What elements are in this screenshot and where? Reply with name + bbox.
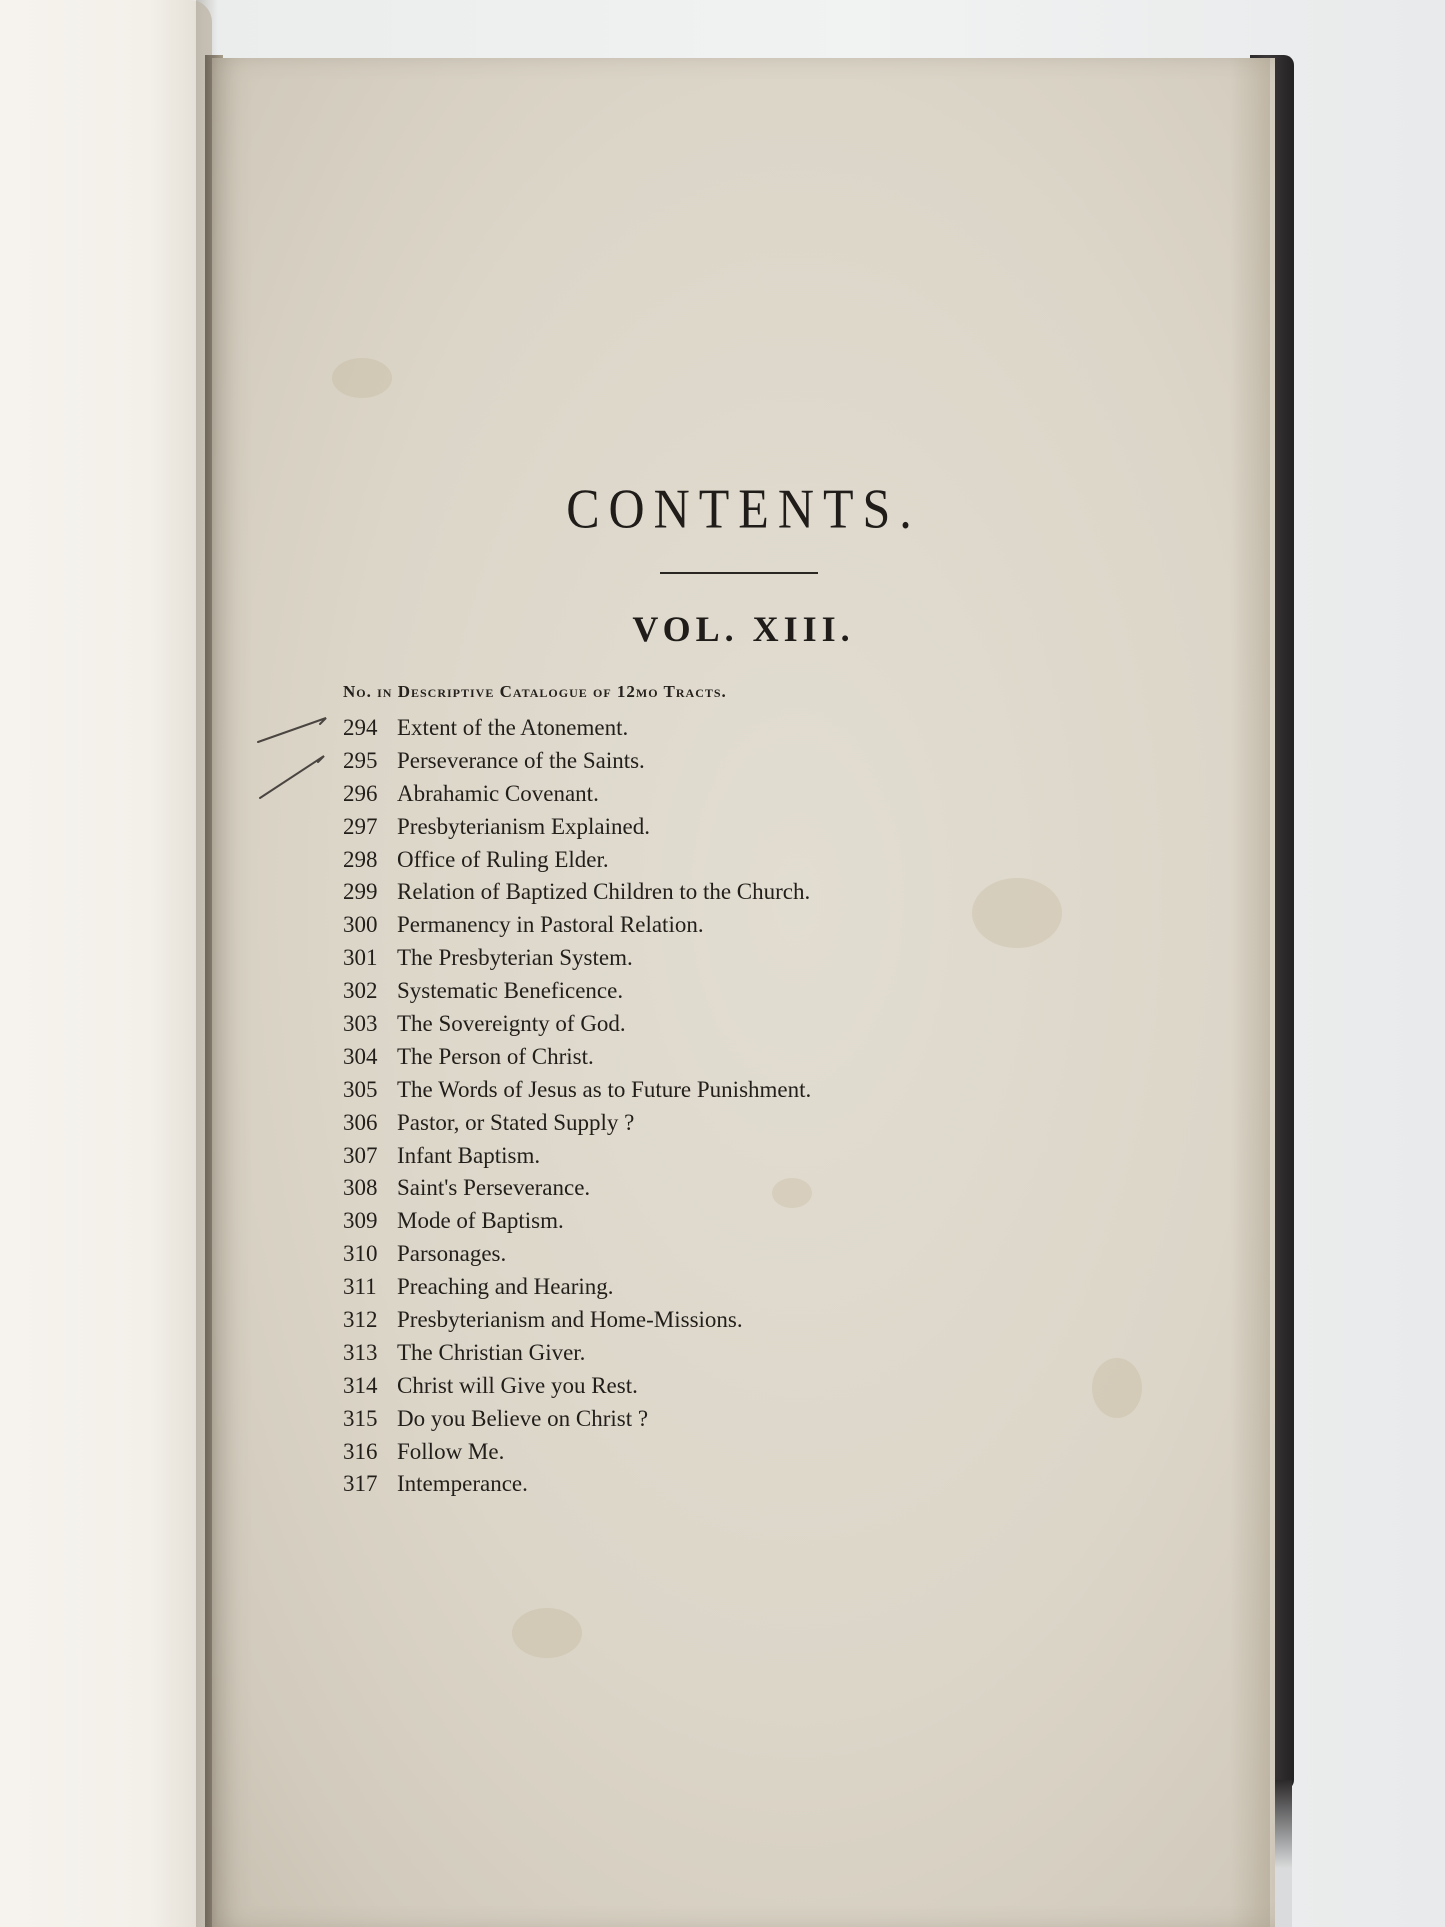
toc-number: 308 bbox=[343, 1175, 378, 1201]
toc-title: Do you Believe on Christ ? bbox=[397, 1405, 649, 1431]
toc-title: Extent of the Atonement. bbox=[397, 715, 629, 740]
toc-number: 307 bbox=[343, 1142, 378, 1168]
toc-entry bbox=[343, 876, 811, 909]
toc-number: 303 bbox=[343, 1011, 378, 1037]
toc-number: 312 bbox=[343, 1307, 378, 1333]
foxing-spot bbox=[1092, 1358, 1142, 1418]
toc-entry bbox=[343, 1172, 811, 1205]
volume-heading: VOL. XIII. bbox=[632, 609, 855, 649]
toc-title: Saint's Perseverance. bbox=[397, 1175, 591, 1201]
catalogue-heading: No. in Descriptive Catalogue of 12mo Tracts. bbox=[343, 682, 727, 701]
toc-number: 296 bbox=[343, 780, 378, 806]
toc-title: Relation of Baptized Children to the Church. bbox=[397, 879, 811, 905]
toc-number: 300 bbox=[343, 912, 378, 938]
toc-title: Presbyterianism Explained. bbox=[397, 813, 650, 839]
toc-number: 294 bbox=[343, 715, 378, 740]
toc-title: Christ will Give you Rest. bbox=[397, 1372, 638, 1398]
toc-entry bbox=[343, 1370, 811, 1403]
toc-number: 311 bbox=[343, 1274, 377, 1300]
toc-number: 298 bbox=[343, 846, 378, 872]
foxing-spot bbox=[972, 878, 1062, 948]
pencil-check-marks bbox=[250, 700, 350, 810]
toc-number: 316 bbox=[343, 1438, 378, 1464]
toc-title: Intemperance. bbox=[397, 1471, 528, 1497]
toc-number: 305 bbox=[343, 1076, 378, 1102]
toc-entry bbox=[343, 712, 811, 745]
contents-list bbox=[343, 712, 811, 1501]
toc-entry bbox=[343, 1205, 811, 1238]
toc-number: 317 bbox=[343, 1471, 378, 1497]
toc-number: 297 bbox=[343, 813, 378, 839]
foxing-spot bbox=[512, 1608, 582, 1658]
toc-entry bbox=[343, 942, 811, 975]
toc-title: Office of Ruling Elder. bbox=[397, 846, 609, 872]
toc-number: 302 bbox=[343, 978, 378, 1004]
toc-number: 295 bbox=[343, 747, 378, 773]
toc-entry bbox=[343, 1140, 811, 1173]
toc-title: The Presbyterian System. bbox=[397, 945, 633, 971]
toc-entry bbox=[343, 844, 811, 877]
toc-number: 306 bbox=[343, 1109, 378, 1135]
toc-number: 314 bbox=[343, 1372, 378, 1398]
toc-title: The Sovereignty of God. bbox=[397, 1011, 626, 1037]
toc-title: Preaching and Hearing. bbox=[397, 1274, 614, 1300]
toc-title: Parsonages. bbox=[397, 1241, 507, 1267]
toc-number: 301 bbox=[343, 945, 378, 971]
toc-entry bbox=[343, 811, 811, 844]
toc-entry bbox=[343, 1238, 811, 1271]
toc-entry bbox=[343, 975, 811, 1008]
contents-heading: CONTENTS. bbox=[566, 477, 921, 540]
toc-title: Presbyterianism and Home-Missions. bbox=[397, 1307, 743, 1333]
toc-number: 304 bbox=[343, 1043, 378, 1069]
foxing-spot bbox=[332, 358, 392, 398]
toc-title: Systematic Beneficence. bbox=[397, 978, 624, 1004]
toc-entry bbox=[343, 1337, 811, 1370]
toc-entry bbox=[343, 1468, 811, 1501]
toc-entry bbox=[343, 1436, 811, 1469]
left-flyleaf-page bbox=[0, 0, 212, 1927]
toc-title: Follow Me. bbox=[397, 1438, 505, 1464]
toc-title: Abrahamic Covenant. bbox=[397, 780, 599, 806]
toc-entry bbox=[343, 745, 811, 778]
toc-entry bbox=[343, 1271, 811, 1304]
toc-entry bbox=[343, 1041, 811, 1074]
toc-title: Permanency in Pastoral Relation. bbox=[397, 912, 704, 938]
toc-entry bbox=[343, 778, 811, 811]
title-rule bbox=[660, 572, 818, 574]
toc-entry bbox=[343, 1107, 811, 1140]
toc-entry bbox=[343, 1304, 811, 1337]
toc-number: 315 bbox=[343, 1405, 378, 1431]
toc-entry bbox=[343, 1403, 811, 1436]
toc-entry bbox=[343, 1008, 811, 1041]
toc-title: Mode of Baptism. bbox=[397, 1208, 564, 1234]
toc-entry bbox=[343, 909, 811, 942]
toc-title: Infant Baptism. bbox=[397, 1142, 541, 1168]
page-edge-shade bbox=[1230, 58, 1270, 1927]
toc-title: The Person of Christ. bbox=[397, 1043, 594, 1069]
toc-title: The Words of Jesus as to Future Punishment. bbox=[397, 1076, 812, 1102]
page-curl-shadow bbox=[196, 0, 218, 1927]
toc-title: Pastor, or Stated Supply ? bbox=[397, 1109, 635, 1135]
toc-number: 309 bbox=[343, 1208, 378, 1234]
toc-title: The Christian Giver. bbox=[397, 1339, 586, 1365]
toc-number: 313 bbox=[343, 1339, 378, 1365]
toc-title: Perseverance of the Saints. bbox=[397, 747, 645, 773]
toc-entry bbox=[343, 1074, 811, 1107]
toc-number: 310 bbox=[343, 1241, 378, 1267]
toc-number: 299 bbox=[343, 879, 378, 905]
